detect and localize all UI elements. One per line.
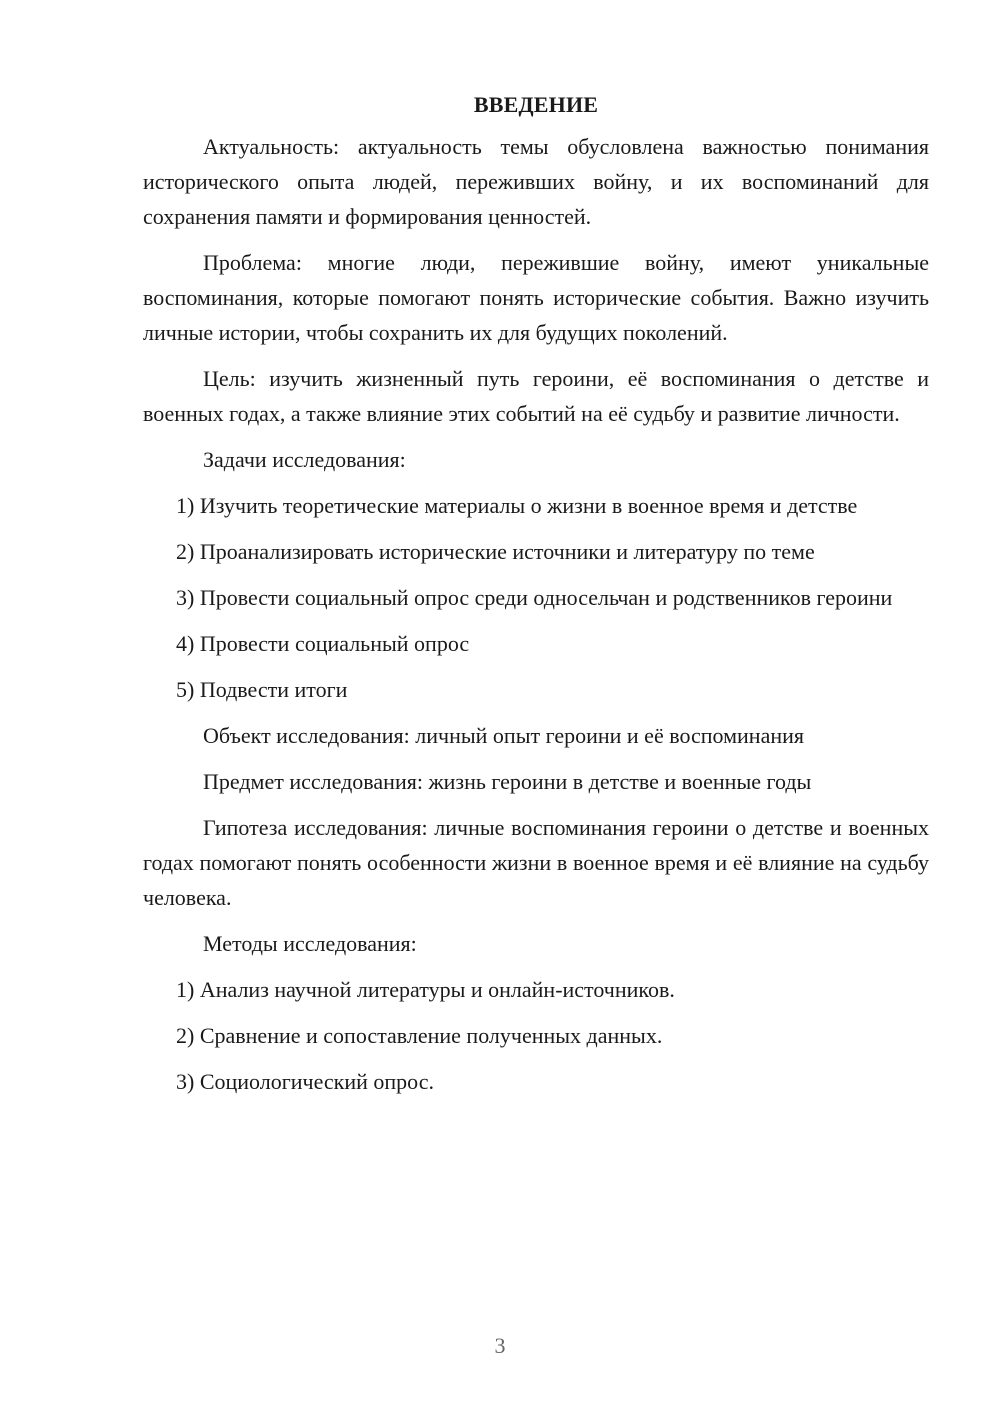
goal-paragraph: Цель: изучить жизненный путь героини, её воспоминания о детстве и военных годах, а также влияние этих событий на её судьбу и развитие личности. <box>143 366 929 426</box>
tasks-heading: Задачи исследования: <box>203 447 406 472</box>
method-item: 2) Сравнение и сопоставление полученных данных. <box>176 1023 663 1048</box>
page-title: ВВЕДЕНИЕ <box>473 92 599 117</box>
document-page <box>143 88 929 1110</box>
hypothesis-paragraph: Гипотеза исследования: личные воспоминания героини о детстве и военных годах помогают понять особенности жизни в военное время и её влияние на судьбу человека. <box>143 815 929 910</box>
method-item: 3) Социологический опрос. <box>176 1069 434 1094</box>
task-item: 1) Изучить теоретические материалы о жизни в военное время и детстве <box>176 493 858 518</box>
task-item: 4) Провести социальный опрос <box>176 631 470 656</box>
task-item: 5) Подвести итоги <box>176 677 348 702</box>
method-item: 1) Анализ научной литературы и онлайн-источников. <box>176 977 675 1002</box>
methods-heading: Методы исследования: <box>203 931 417 956</box>
task-item: 2) Проанализировать исторические источники и литературу по теме <box>176 539 815 564</box>
page-number: 3 <box>494 1333 506 1358</box>
object-paragraph: Объект исследования: личный опыт героини и её воспоминания <box>203 723 805 748</box>
problem-paragraph: Проблема: многие люди, пережившие войну, имеют уникальные воспоминания, которые помогают понять исторические события. Важно изучить личные истории, чтобы сохранить их для будущих поколений. <box>143 250 929 345</box>
relevance-paragraph: Актуальность: актуальность темы обусловлена важностью понимания исторического опыта людей, переживших войну, и их воспоминаний для сохранения памяти и формирования ценностей. <box>143 134 929 229</box>
task-item: 3) Провести социальный опрос среди односельчан и родственников героини <box>176 585 893 610</box>
subject-paragraph: Предмет исследования: жизнь героини в детстве и военные годы <box>203 769 812 794</box>
